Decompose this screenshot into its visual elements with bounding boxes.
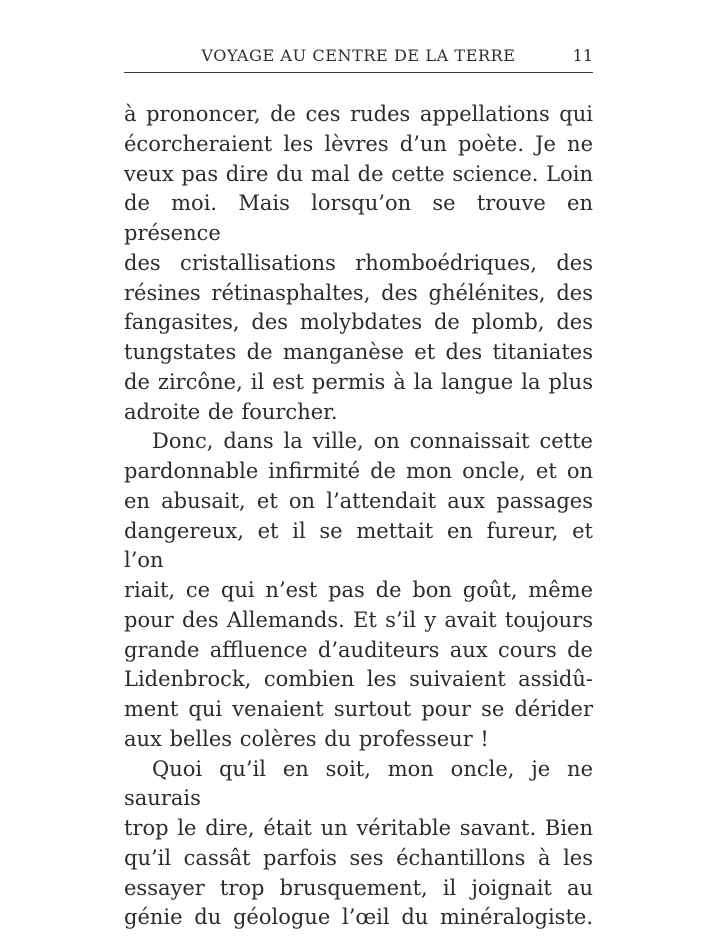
text-line: pour des Allemands. Et s’il y avait toujours: [124, 607, 593, 632]
text-line: de zircône, il est permis à la langue la plus: [124, 369, 593, 394]
text-line: Quoi qu’il en soit, mon oncle, je ne saurais: [124, 756, 593, 811]
text-line: riait, ce qui n’est pas de bon goût, même: [124, 578, 593, 602]
text-line: résines rétinasphaltes, des ghélénites, des: [124, 280, 593, 305]
text-line: en abusait, et on l’attendait aux passages: [124, 488, 593, 513]
text-line: Donc, dans la ville, on connaissait cette: [152, 429, 593, 454]
text-line: qu’il cassât parfois ses échantillons à les: [124, 845, 593, 870]
text-line: grande affluence d’auditeurs aux cours de: [124, 637, 593, 662]
running-head: [124, 46, 593, 66]
text-line: à prononcer, de ces rudes appellations qui: [124, 102, 593, 126]
text-line: génie du géologue l’œil du minéralogiste.: [124, 905, 593, 930]
text-line: écorcheraient les lèvres d’un poète. Je ne: [124, 131, 593, 156]
text-line: fangasites, des molybdates de plomb, des: [124, 310, 593, 335]
text-line: essayer trop brusquement, il joignait au: [124, 875, 593, 900]
text-line: pardonnable infirmité de mon oncle, et on: [124, 459, 593, 483]
text-line: des cristallisations rhomboédriques, des: [124, 250, 593, 275]
text-line: Lidenbrock, combien les suivaient assidû-: [124, 667, 593, 692]
page-number: 11: [572, 46, 593, 65]
text-line: adroite de fourcher.: [124, 399, 338, 424]
text-line: tungstates de manganèse et des titaniates: [124, 340, 593, 364]
running-title: VOYAGE AU CENTRE DE LA TERRE: [201, 46, 516, 65]
text-line: de moi. Mais lorsqu’on se trouve en présence: [124, 191, 593, 245]
header-rule-divider: [124, 72, 593, 73]
text-line: aux belles colères du professeur !: [124, 726, 489, 751]
body-text: [124, 100, 593, 933]
text-line: trop le dire, était un véritable savant. Bien: [124, 816, 593, 840]
text-line: dangereux, et il se mettait en fureur, et l’on: [124, 518, 593, 573]
text-line: veux pas dire du mal de cette science. Loin: [124, 161, 593, 186]
text-line: ment qui venaient surtout pour se dérider: [124, 697, 593, 721]
